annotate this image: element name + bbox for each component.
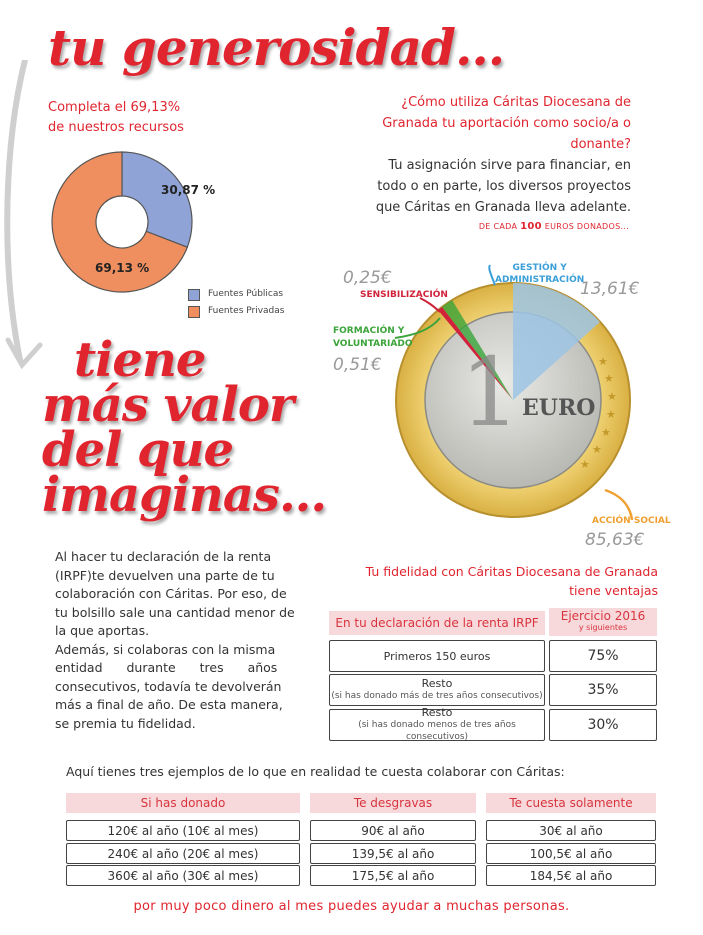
legend-item-private bbox=[188, 303, 284, 320]
gestion-label-line2: ADMINISTRACIÓN bbox=[495, 275, 585, 285]
svg-text:★: ★ bbox=[580, 458, 590, 471]
donut-chart bbox=[40, 150, 220, 295]
formacion-label-line1: FORMACIÓN Y bbox=[333, 326, 405, 336]
intro-note-post: EUROS DONADOS... bbox=[544, 222, 629, 231]
accion-social-value: 85,63€ bbox=[585, 530, 645, 550]
intro-note-pre: DE CADA bbox=[478, 222, 518, 231]
example-cuesta-cell: 100,5€ al año bbox=[486, 843, 656, 864]
legend-swatch-private bbox=[188, 306, 200, 318]
examples-header-donado: Si has donado bbox=[66, 793, 300, 813]
example-donado-cell: 120€ al año (10€ al mes) bbox=[66, 820, 300, 841]
fidelity-row-label-text: Resto bbox=[421, 677, 453, 690]
fidelity-row-value: 75% bbox=[549, 640, 657, 672]
intro-note bbox=[479, 221, 629, 232]
legend-item-public bbox=[188, 286, 284, 303]
subtitle-line-2: más valor bbox=[42, 377, 294, 433]
renta-line: Además, si colaboras con la misma bbox=[55, 641, 276, 657]
fidelity-row-value: 30% bbox=[549, 709, 657, 741]
fidelity-header-ejercicio-sub: y siguientes bbox=[578, 623, 628, 632]
fidelity-title-line2: tiene ventajas bbox=[569, 583, 658, 598]
gestion-value: 13,61€ bbox=[580, 279, 640, 299]
svg-text:★: ★ bbox=[606, 408, 616, 421]
renta-line: más a final de año. De esta manera, bbox=[55, 697, 283, 712]
subtitle-block bbox=[42, 332, 327, 523]
example-desgravas-cell: 139,5€ al año bbox=[310, 843, 476, 864]
subtitle-line-4: imaginas... bbox=[42, 467, 327, 523]
intro-block bbox=[331, 92, 631, 218]
sensibilizacion-value: 0,25€ bbox=[343, 268, 392, 288]
intro-note-number: 100 bbox=[520, 221, 542, 232]
example-desgravas-cell: 175,5€ al año bbox=[310, 865, 476, 886]
accion-social-label: ACCIÓN SOCIAL bbox=[592, 516, 671, 526]
sensibilizacion-label: SENSIBILIZACIÓN bbox=[360, 290, 448, 300]
donut-legend bbox=[188, 286, 284, 320]
intro-question-2: Granada tu aportación como socio/a o bbox=[382, 116, 631, 131]
fidelity-header-irpf: En tu declaración de la renta IRPF bbox=[329, 611, 545, 635]
example-desgravas-cell: 90€ al año bbox=[310, 820, 476, 841]
examples-header-cuesta: Te cuesta solamente bbox=[486, 793, 656, 813]
formacion-label bbox=[333, 325, 412, 351]
formacion-label-line2: VOLUNTARIADO bbox=[333, 339, 413, 349]
fidelity-row-label-text: Primeros 150 euros bbox=[383, 649, 491, 663]
fidelity-row-label-sub: (si has donado menos de tres años consecutivos) bbox=[358, 720, 516, 742]
example-donado-cell: 240€ al año (20€ al mes) bbox=[66, 843, 300, 864]
legend-swatch-public bbox=[188, 289, 200, 301]
svg-text:★: ★ bbox=[592, 443, 602, 456]
svg-text:★: ★ bbox=[601, 426, 611, 439]
intro-paragraph-3: que Cáritas en Granada lleva adelante. bbox=[375, 200, 631, 215]
fidelity-row-label-text: Resto bbox=[421, 706, 453, 719]
renta-paragraph bbox=[55, 548, 300, 733]
legend-label-private: Fuentes Privadas bbox=[208, 306, 285, 316]
fidelity-row-label-sub: (si has donado más de tres años consecutivos) bbox=[331, 691, 543, 701]
renta-line: (IRPF)te devuelven una parte de tu bbox=[55, 567, 275, 583]
fidelity-row-label bbox=[329, 674, 545, 706]
renta-line: entidad durante tres años bbox=[55, 660, 278, 675]
gestion-label bbox=[495, 262, 584, 286]
renta-line: consecutivos, todavía te devolverán bbox=[55, 678, 282, 694]
intro-paragraph-2: todo o en parte, los diversos proyectos bbox=[377, 179, 631, 194]
gestion-label-line1: GESTIÓN Y bbox=[512, 263, 567, 273]
examples-intro: Aquí tienes tres ejemplos de lo que en realidad te cuesta colaborar con Cáritas: bbox=[66, 764, 565, 779]
subtitle-line-1: tiene bbox=[74, 332, 206, 388]
donut-caption-line1: Completa el 69,13% bbox=[48, 100, 181, 115]
intro-question-1: ¿Cómo utiliza Cáritas Diocesana de bbox=[401, 95, 631, 110]
fidelity-header-ejercicio bbox=[549, 608, 657, 636]
donut-label-public: 30,87 % bbox=[161, 183, 216, 197]
fidelity-row-value: 35% bbox=[549, 674, 657, 706]
formacion-value: 0,51€ bbox=[333, 355, 382, 375]
example-cuesta-cell: 30€ al año bbox=[486, 820, 656, 841]
svg-text:★: ★ bbox=[607, 390, 617, 403]
donut-caption-line2: de nuestros recursos bbox=[48, 120, 184, 135]
example-cuesta-cell: 184,5€ al año bbox=[486, 865, 656, 886]
renta-line: Al hacer tu declaración de la renta bbox=[55, 549, 272, 564]
intro-paragraph-1: Tu asignación sirve para financiar, en bbox=[388, 158, 631, 173]
example-donado-cell: 360€ al año (30€ al mes) bbox=[66, 865, 300, 886]
fidelity-row-label bbox=[329, 640, 545, 672]
renta-line: colaboración con Cáritas. Por eso, de bbox=[55, 586, 287, 601]
renta-line: tu bolsillo sale una cantidad menor de bbox=[55, 604, 295, 620]
donut-slice-public bbox=[122, 152, 192, 247]
coin-euro-text: EURO bbox=[522, 395, 596, 421]
examples-header-desgravas: Te desgravas bbox=[310, 793, 476, 813]
page-title: tu generosidad... bbox=[48, 18, 505, 77]
svg-text:★: ★ bbox=[598, 355, 608, 368]
fidelity-title-line1: Tu fidelidad con Cáritas Diocesana de Granada bbox=[365, 564, 658, 579]
donut-caption bbox=[48, 98, 184, 138]
renta-line: la que aportas. bbox=[55, 623, 150, 638]
intro-question-3: donante? bbox=[570, 137, 631, 152]
fidelity-title bbox=[330, 562, 658, 600]
legend-label-public: Fuentes Públicas bbox=[208, 289, 284, 299]
subtitle-line-3: del que bbox=[42, 422, 234, 478]
donut-label-private: 69,13 % bbox=[95, 261, 150, 275]
svg-text:★: ★ bbox=[604, 372, 614, 385]
renta-line: se premia tu fidelidad. bbox=[55, 715, 196, 731]
fidelity-header-ejercicio-year: Ejercicio 2016 bbox=[560, 609, 646, 623]
footer-message: por muy poco dinero al mes puedes ayudar a muchas personas. bbox=[133, 899, 570, 914]
coin-number: 1 bbox=[460, 338, 521, 448]
fidelity-row-label bbox=[329, 706, 545, 742]
